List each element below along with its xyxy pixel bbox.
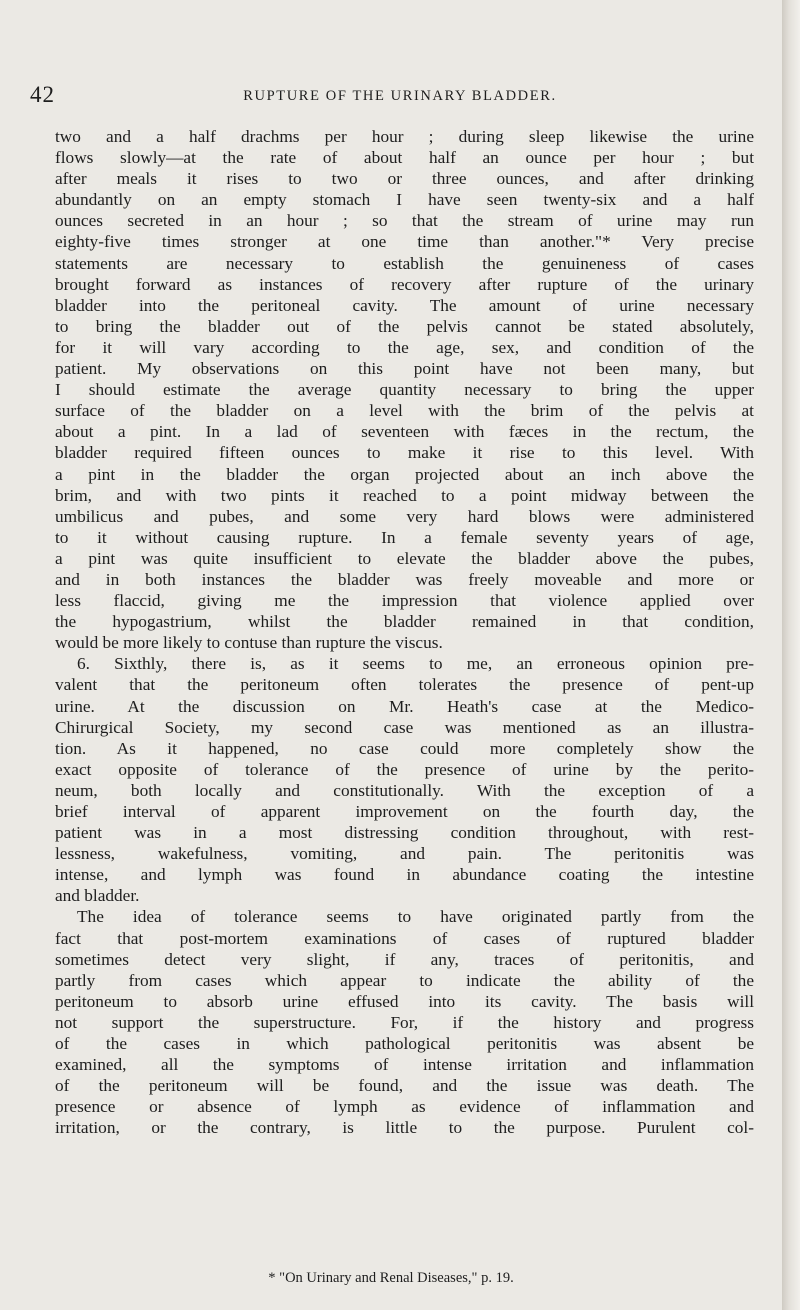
text-line: I should estimate the average quantity necessary to bring the upper [55,380,754,400]
page-number: 42 [30,82,55,107]
text-line: after meals it rises to two or three ounces, and after drinking [55,169,754,189]
text-line: intense, and lymph was found in abundance coating the intestine [55,865,754,885]
text-line: bladder into the peritoneal cavity. The amount of urine necessary [55,295,754,315]
footnote: * "On Urinary and Renal Diseases," p. 19. [268,1270,514,1286]
text-line: surface of the bladder on a level with the brim of the pelvis at [55,401,754,421]
text-line: abundantly on an empty stomach I have seen twenty-six and a half [55,190,754,210]
text-line: exact opposite of tolerance of the presence of urine by the perito- [55,759,754,779]
text-line: examined, all the symptoms of intense irritation and inflammation [55,1055,754,1075]
text-line: flows slowly—at the rate of about half an ounce per hour ; but [55,148,754,168]
text-line: and bladder. [55,886,140,906]
text-line: to it without causing rupture. In a female seventy years of age, [55,527,754,547]
text-line: brim, and with two pints it reached to a point midway between the [55,485,754,505]
text-line: of the cases in which pathological peritonitis was absent be [55,1034,754,1054]
text-line: ounces secreted in an hour ; so that the stream of urine may run [55,211,754,231]
text-line: neum, both locally and constitutionally. With the exception of a [55,780,754,800]
text-line: irritation, or the contrary, is little to the purpose. Purulent col- [55,1118,754,1138]
text-line: presence or absence of lymph as evidence of inflammation and [55,1097,754,1117]
text-line: statements are necessary to establish the genuineness of cases [55,253,754,273]
text-line: sometimes detect very slight, if any, traces of peritonitis, and [55,949,754,969]
text-line: eighty-five times stronger at one time than another."* Very precise [55,232,754,252]
text-line: urine. At the discussion on Mr. Heath's case at the Medico- [55,696,754,716]
text-line: patient. My observations on this point have not been many, but [55,359,754,379]
text-line: bladder required fifteen ounces to make it rise to this level. With [55,443,754,463]
text-line: valent that the peritoneum often tolerates the presence of pent-up [55,675,754,695]
page-edge [782,0,800,1310]
page-header [30,82,750,112]
text-line: brought forward as instances of recovery after rupture of the urinary [55,274,754,294]
text-line: about a pint. In a lad of seventeen with fæces in the rectum, the [55,422,754,442]
text-line: two and a half drachms per hour ; during sleep likewise the urine [55,127,754,146]
text-line: for it will vary according to the age, sex, and condition of the [55,337,754,357]
text-line: to bring the bladder out of the pelvis cannot be stated absolutely, [55,316,754,336]
running-head: RUPTURE OF THE URINARY BLADDER. [243,88,557,104]
text-line: less flaccid, giving me the impression that violence applied over [55,591,754,611]
text-line: The idea of tolerance seems to have originated partly from the [77,907,754,927]
text-line: the hypogastrium, whilst the bladder remained in that condition, [55,612,754,632]
text-line: brief interval of apparent improvement on the fourth day, the [55,802,754,821]
text-line: 6. Sixthly, there is, as it seems to me, an erroneous opinion pre- [77,654,754,674]
text-line: peritoneum to absorb urine effused into its cavity. The basis will [55,991,754,1011]
text-line: umbilicus and pubes, and some very hard blows were administered [55,506,754,526]
text-line: a pint was quite insufficient to elevate the bladder above the pubes, [55,548,754,568]
text-line: tion. As it happened, no case could more completely show the [55,738,754,758]
text-line: a pint in the bladder the organ projected about an inch above the [55,464,754,484]
text-line: lessness, wakefulness, vomiting, and pain. The peritonitis was [55,844,754,864]
text-line: fact that post-mortem examinations of cases of ruptured bladder [55,928,754,948]
text-line: not support the superstructure. For, if the history and progress [55,1012,754,1032]
text-line: would be more likely to contuse than rupture the viscus. [55,633,443,653]
text-line: partly from cases which appear to indicate the ability of the [55,970,754,990]
body-text [55,126,754,1139]
text-line: and in both instances the bladder was freely moveable and more or [55,569,754,589]
text-line: Chirurgical Society, my second case was mentioned as an illustra- [55,717,754,737]
text-line: patient was in a most distressing condition throughout, with rest- [55,823,754,843]
text-line: of the peritoneum will be found, and the issue was death. The [55,1076,754,1096]
